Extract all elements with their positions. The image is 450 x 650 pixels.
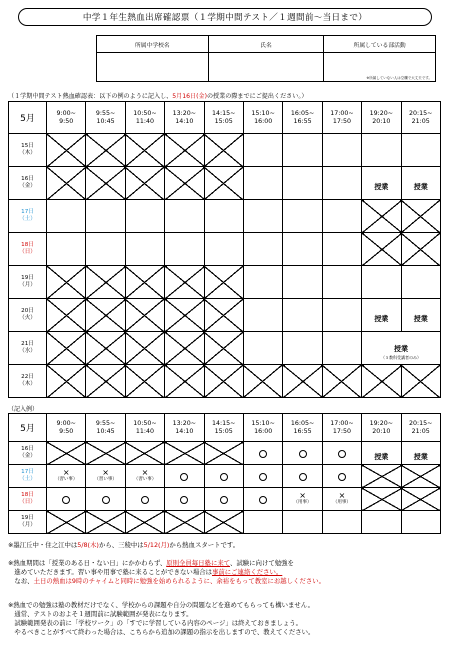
attendance-cell[interactable] [165, 233, 204, 266]
attendance-cell[interactable] [125, 200, 164, 233]
unavailable-cell [204, 511, 243, 534]
unavailable-cell [362, 465, 401, 488]
attendance-cell[interactable] [322, 233, 361, 266]
attend-circle-icon [259, 473, 267, 481]
unavailable-cell [243, 365, 282, 398]
start-date-2: 5/12(月) [143, 541, 170, 549]
time-slot-header: 13:20~ 14:10 [165, 414, 204, 442]
unavailable-cell [401, 233, 440, 266]
time-slot-header: 20:15~ 21:05 [401, 414, 440, 442]
club-field[interactable] [324, 53, 436, 82]
unavailable-cell [362, 200, 401, 233]
attendance-cell[interactable] [243, 167, 282, 200]
attendance-cell[interactable] [204, 233, 243, 266]
attendance-cell[interactable] [322, 167, 361, 200]
time-slot-header: 14:15~ 15:05 [204, 102, 243, 134]
time-slot-header: 16:05~ 16:55 [283, 102, 322, 134]
absent-cell [125, 465, 164, 488]
unavailable-cell [47, 299, 86, 332]
day-label: 16日 （金） [9, 442, 47, 465]
instructions [8, 91, 308, 100]
absent-mark: × [141, 468, 149, 477]
study-note-line-1: ※熱血での勉強は塾の教材だけでなく、学校からの課題や自分の問題などを進めてもらっても構いません。 [8, 601, 314, 609]
attend-cell [204, 465, 243, 488]
attend-circle-icon [180, 496, 188, 504]
example-day-row [9, 442, 441, 465]
day-row [9, 365, 441, 398]
day-label: 17日 （土） [9, 200, 47, 233]
unavailable-cell [401, 488, 440, 511]
attendance-cell[interactable] [362, 134, 401, 167]
day-label: 20日 （火） [9, 299, 47, 332]
absent-reason: （習い事） [94, 477, 117, 482]
attendance-cell[interactable] [322, 266, 361, 299]
attend-cell [125, 488, 164, 511]
time-slot-header: 9:55~ 10:45 [86, 414, 125, 442]
unavailable-cell [125, 167, 164, 200]
class-label: 授業 [374, 314, 389, 323]
unavailable-cell [322, 365, 361, 398]
attend-cell [86, 488, 125, 511]
attendance-note: ※熱血期間は「授業のある日・ない日」にかかわらず、原則全員毎日塾に来て、試験に向けて勉強を 進めていただきます。習い事や用事で塾に来ることができない場合は事前にご連絡ください。 なお、土日の熱血は9時のチャイムと同時に勉強を始められるように、余裕をもって教室にお越しください。 [8, 559, 326, 585]
empty-cell [322, 511, 361, 534]
attend-circle-icon [299, 473, 307, 481]
unavailable-cell [362, 233, 401, 266]
attend-circle-icon [220, 496, 228, 504]
class-cell-5-subjects [362, 332, 441, 365]
attend-cell [243, 488, 282, 511]
day-label: 18日 （日） [9, 488, 47, 511]
class-sub-label: （５教科受講者のみ） [381, 354, 422, 360]
absent-reason: （習い事） [133, 477, 157, 482]
absent-mark: × [299, 491, 306, 500]
attend-cell [322, 442, 361, 465]
club-label: 所属している部活動 [324, 36, 436, 53]
absent-mark: × [62, 468, 70, 477]
attend-cell [243, 465, 282, 488]
day-row [9, 134, 441, 167]
unavailable-cell [204, 134, 243, 167]
unavailable-cell [401, 200, 440, 233]
attend-cell [47, 488, 86, 511]
weekend-emphasis: 土日の熱血は9時のチャイムと同時に勉強を始められるように、余裕をもって教室にお越しください。 [33, 577, 326, 585]
class-cell [401, 167, 440, 200]
absent-cell [283, 488, 322, 511]
unavailable-cell [165, 167, 204, 200]
unavailable-cell [204, 332, 243, 365]
unavailable-cell [125, 299, 164, 332]
attendance-cell[interactable] [322, 299, 361, 332]
unavailable-cell [165, 332, 204, 365]
unavailable-cell [204, 442, 243, 465]
class-cell [362, 442, 401, 465]
time-slot-header-row [9, 414, 441, 442]
example-day-row [9, 488, 441, 511]
student-info-table [96, 35, 436, 82]
study-note [8, 601, 314, 637]
attendance-cell[interactable] [243, 332, 282, 365]
attend-cell [165, 488, 204, 511]
unavailable-cell [47, 511, 86, 534]
unavailable-cell [283, 365, 322, 398]
class-label: 授業 [394, 344, 409, 353]
attend-circle-icon [180, 473, 188, 481]
attendance-cell[interactable] [47, 233, 86, 266]
day-row [9, 266, 441, 299]
class-cell [401, 442, 440, 465]
unavailable-cell [165, 134, 204, 167]
class-cell [401, 299, 440, 332]
unavailable-cell [204, 365, 243, 398]
instructions-text-2: の授業の際までにご提出ください。） [206, 93, 308, 100]
unavailable-cell [125, 442, 164, 465]
attendance-cell[interactable] [283, 266, 322, 299]
attendance-cell[interactable] [322, 200, 361, 233]
attendance-cell[interactable] [125, 233, 164, 266]
attend-circle-icon [102, 496, 110, 504]
attend-cell [243, 442, 282, 465]
attendance-cell[interactable] [401, 134, 440, 167]
unavailable-cell [47, 442, 86, 465]
time-slot-header: 14:15~ 15:05 [204, 414, 243, 442]
attendance-cell[interactable] [283, 299, 322, 332]
empty-cell [243, 511, 282, 534]
attendance-emphasis: 原則全員毎日塾に来て [166, 559, 230, 567]
day-label: 15日 （木） [9, 134, 47, 167]
unavailable-cell [47, 332, 86, 365]
month-label: 5月 [9, 102, 47, 134]
day-label: 19日 （月） [9, 511, 47, 534]
attend-circle-icon [62, 496, 70, 504]
unavailable-cell [125, 266, 164, 299]
study-note-line-2: 通常、テストのおよそ１週間前に試験範囲が発表になります。 [8, 610, 193, 618]
study-note-line-3: 試験範囲発表の前に「学校ワーク」の「すでに学習している内容のページ」は終えておきましょう。 [8, 619, 303, 627]
attend-cell [283, 465, 322, 488]
time-slot-header: 17:00~ 17:50 [322, 102, 361, 134]
attendance-cell[interactable] [165, 200, 204, 233]
time-slot-header: 17:00~ 17:50 [322, 414, 361, 442]
example-table [8, 413, 441, 534]
unavailable-cell [125, 134, 164, 167]
day-row [9, 200, 441, 233]
attendance-cell[interactable] [401, 266, 440, 299]
attendance-cell[interactable] [243, 299, 282, 332]
month-label: 5月 [9, 414, 47, 442]
start-date-note: ※墨江丘中・住之江中は5/8(木)から、三稜中は5/12(月)から熱血スタートです。 [8, 541, 240, 549]
form-title: 中学１年生熱血出席確認票（１学期中間テスト／１週間前〜当日まで） [18, 8, 432, 26]
unavailable-cell [165, 442, 204, 465]
student-name-field[interactable] [208, 53, 324, 82]
attendance-cell[interactable] [283, 200, 322, 233]
absent-reason: （用事） [293, 500, 312, 505]
attendance-cell[interactable] [204, 200, 243, 233]
start-date-1: 5/8(木) [77, 541, 99, 549]
attendance-cell[interactable] [243, 266, 282, 299]
time-slot-header: 19:20~ 20:10 [362, 414, 401, 442]
attend-cell [283, 442, 322, 465]
time-slot-header: 15:10~ 16:00 [243, 102, 282, 134]
attendance-cell[interactable] [86, 233, 125, 266]
unavailable-cell [165, 299, 204, 332]
attendance-cell[interactable] [243, 134, 282, 167]
time-slot-header: 10:50~ 11:40 [125, 102, 164, 134]
absent-cell [86, 465, 125, 488]
class-cell [362, 167, 401, 200]
attendance-cell[interactable] [362, 266, 401, 299]
day-label: 21日 （水） [9, 332, 47, 365]
class-label: 授業 [374, 182, 389, 191]
unavailable-cell [204, 299, 243, 332]
time-slot-header-row [9, 102, 441, 134]
school-name-label: 所属中学校名 [97, 36, 209, 53]
class-label: 授業 [413, 182, 428, 191]
time-slot-header: 13:20~ 14:10 [165, 102, 204, 134]
unavailable-cell [362, 365, 401, 398]
day-row [9, 299, 441, 332]
time-slot-header: 9:00~ 9:50 [47, 414, 86, 442]
example-label: （記入例） [8, 406, 39, 413]
day-row [9, 167, 441, 200]
unavailable-cell [204, 266, 243, 299]
instructions-text-1: （１学期中間テスト熱血確認表：以下の例のように記入し、 [8, 93, 173, 100]
club-note: ※所属していない人は空欄で大丈夫です。 [366, 76, 432, 80]
unavailable-cell [47, 365, 86, 398]
absent-mark: × [102, 468, 109, 477]
class-cell [362, 299, 401, 332]
absent-cell [322, 488, 361, 511]
day-label: 19日 （月） [9, 266, 47, 299]
unavailable-cell [86, 332, 125, 365]
unavailable-cell [125, 332, 164, 365]
attendance-cell[interactable] [86, 200, 125, 233]
unavailable-cell [165, 266, 204, 299]
class-label: 授業 [374, 452, 389, 461]
attend-cell [322, 465, 361, 488]
time-slot-header: 15:10~ 16:00 [243, 414, 282, 442]
empty-cell [283, 511, 322, 534]
absent-cell [47, 465, 86, 488]
student-name-label: 氏名 [208, 36, 324, 53]
attendance-cell[interactable] [283, 233, 322, 266]
attendance-cell[interactable] [322, 332, 361, 365]
unavailable-cell [204, 167, 243, 200]
contact-emphasis: 事前にご連絡ください。 [212, 568, 283, 576]
day-label: 18日 （日） [9, 233, 47, 266]
time-slot-header: 9:55~ 10:45 [86, 102, 125, 134]
example-day-row [9, 465, 441, 488]
unavailable-cell [362, 488, 401, 511]
attend-circle-icon [299, 450, 307, 458]
study-note-line-4: やるべきことがすべて終わった場合は、こちらから追加の課題の指示を出しますので、教えてください。 [8, 628, 315, 636]
unavailable-cell [401, 465, 440, 488]
unavailable-cell [125, 365, 164, 398]
unavailable-cell [165, 511, 204, 534]
day-label: 17日 （土） [9, 465, 47, 488]
unavailable-cell [47, 266, 86, 299]
day-row [9, 233, 441, 266]
submission-deadline: 5月16日(金) [172, 93, 207, 100]
unavailable-cell [86, 167, 125, 200]
attend-circle-icon [141, 496, 149, 504]
unavailable-cell [401, 365, 440, 398]
attendance-schedule-table [8, 101, 441, 398]
day-label: 22日 （木） [9, 365, 47, 398]
class-label: 授業 [413, 452, 428, 461]
example-day-row [9, 511, 441, 534]
attendance-cell[interactable] [243, 200, 282, 233]
attendance-cell[interactable] [283, 134, 322, 167]
day-label: 16日 （金） [9, 167, 47, 200]
time-slot-header: 20:15~ 21:05 [401, 102, 440, 134]
time-slot-header: 10:50~ 11:40 [125, 414, 164, 442]
attend-circle-icon [259, 496, 267, 504]
time-slot-header: 19:20~ 20:10 [362, 102, 401, 134]
attend-cell [165, 465, 204, 488]
attend-circle-icon [338, 473, 346, 481]
unavailable-cell [47, 167, 86, 200]
school-name-field[interactable] [97, 53, 209, 82]
unavailable-cell [86, 365, 125, 398]
empty-cell [362, 511, 401, 534]
absent-reason: （習い事） [54, 477, 78, 482]
unavailable-cell [86, 299, 125, 332]
attendance-cell[interactable] [283, 332, 322, 365]
absent-reason: （用事） [332, 500, 351, 505]
unavailable-cell [47, 134, 86, 167]
empty-cell [401, 511, 440, 534]
class-label: 授業 [413, 314, 428, 323]
attendance-cell[interactable] [47, 200, 86, 233]
attend-cell [204, 488, 243, 511]
unavailable-cell [125, 511, 164, 534]
attend-circle-icon [220, 473, 228, 481]
unavailable-cell [86, 134, 125, 167]
unavailable-cell [165, 365, 204, 398]
unavailable-cell [86, 442, 125, 465]
absent-mark: × [338, 491, 346, 500]
time-slot-header: 16:05~ 16:55 [283, 414, 322, 442]
attendance-cell[interactable] [322, 134, 361, 167]
time-slot-header: 9:00~ 9:50 [47, 102, 86, 134]
attendance-cell[interactable] [243, 233, 282, 266]
day-row [9, 332, 441, 365]
unavailable-cell [86, 511, 125, 534]
attend-circle-icon [338, 450, 346, 458]
attend-circle-icon [259, 450, 267, 458]
attendance-cell[interactable] [283, 167, 322, 200]
unavailable-cell [86, 266, 125, 299]
